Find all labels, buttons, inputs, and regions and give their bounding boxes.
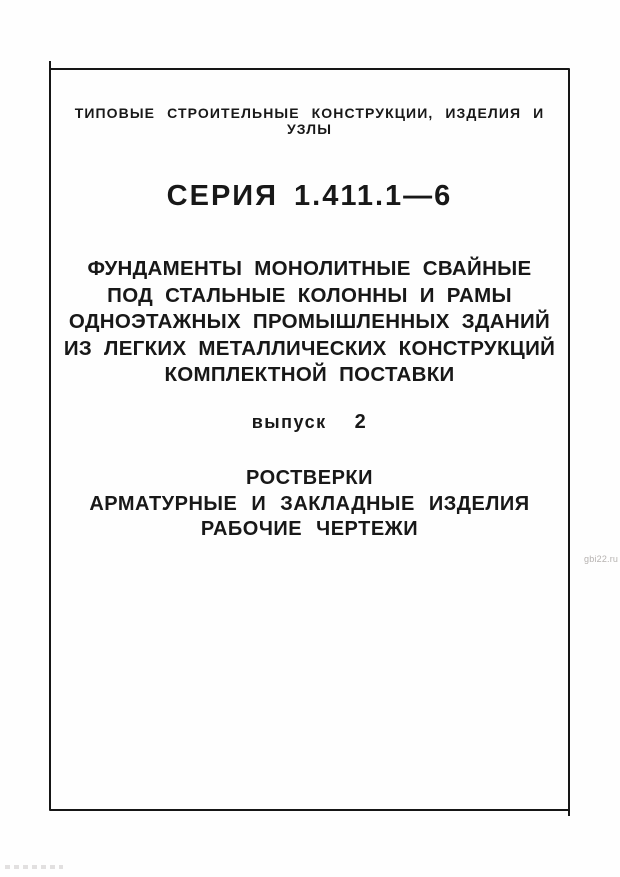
document-title [51, 256, 568, 389]
frame-corner-tick-bottom-right [568, 808, 570, 816]
series-title: СЕРИЯ 1.411.1—6 [166, 180, 453, 212]
title-line: ИЗ ЛЕГКИХ МЕТАЛЛИЧЕСКИХ КОНСТРУКЦИЙ [63, 336, 556, 360]
document-subtitle [51, 466, 568, 543]
issue-line [51, 411, 568, 434]
title-line: ФУНДАМЕНТЫ МОНОЛИТНЫЕ СВАЙНЫЕ [87, 257, 532, 280]
document-frame [49, 68, 570, 811]
frame-corner-tick-top-left [49, 61, 51, 71]
footer-watermark-illegible [5, 865, 63, 869]
subtitle-line: АРМАТУРНЫЕ И ЗАКЛАДНЫЕ ИЗДЕЛИЯ [89, 492, 530, 515]
issue-label: выпуск [251, 412, 327, 432]
title-line: КОМПЛЕКТНОЙ ПОСТАВКИ [164, 363, 455, 386]
title-line: ПОД СТАЛЬНЫЕ КОЛОННЫ И РАМЫ [107, 283, 512, 307]
title-line: ОДНОЭТАЖНЫХ ПРОМЫШЛЕННЫХ ЗДАНИЙ [68, 310, 551, 333]
subtitle-line: РАБОЧИЕ ЧЕРТЕЖИ [200, 518, 419, 541]
issue-number: 2 [354, 411, 368, 433]
subtitle-line: РОСТВЕРКИ [246, 467, 373, 489]
site-watermark: gbi22.ru [584, 554, 619, 564]
document-category-header: ТИПОВЫЕ СТРОИТЕЛЬНЫЕ КОНСТРУКЦИИ, ИЗДЕЛИЯ И УЗЛЫ [74, 105, 545, 137]
